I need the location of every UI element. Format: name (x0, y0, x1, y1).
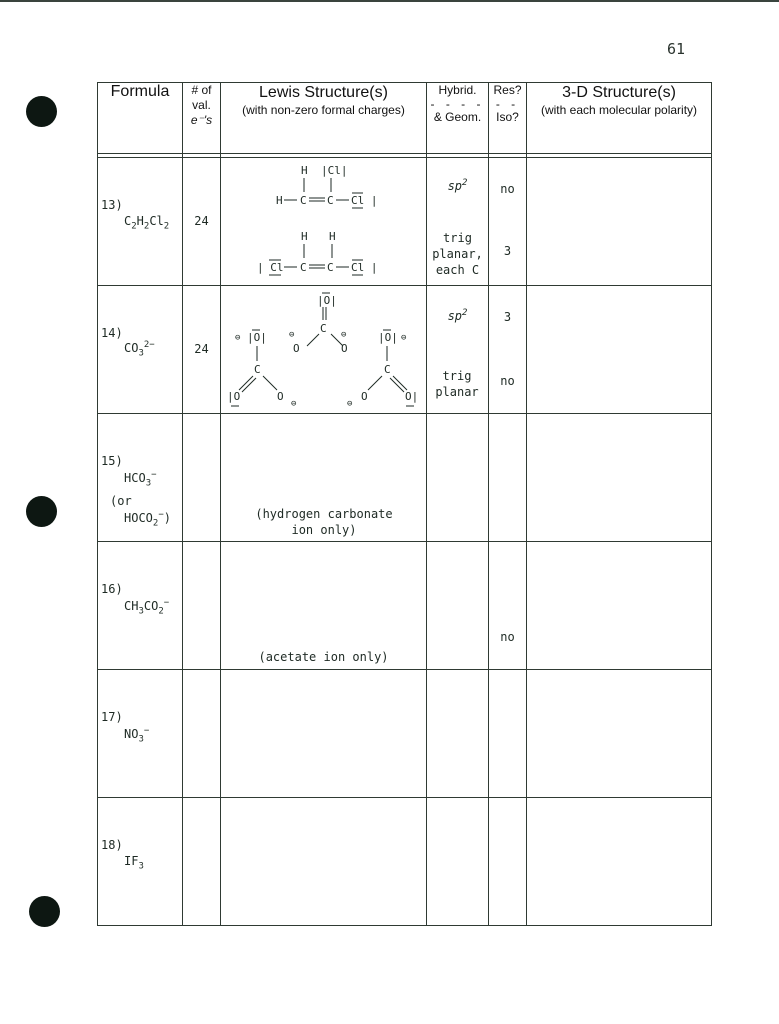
svg-text:⊖: ⊖ (401, 333, 407, 343)
svg-text:⊖: ⊖ (291, 399, 297, 409)
binder-hole-top (26, 96, 57, 127)
page-number: 61 (667, 40, 686, 58)
formula-c2h2cl2: $C_2H_2Cl_2$ (124, 214, 170, 232)
structure-3d-cell[interactable] (527, 414, 712, 542)
svg-text:H: H (276, 194, 283, 207)
svg-text:C: C (327, 194, 334, 207)
resonance-value: no (500, 182, 515, 196)
formula-hco3: $HCO_3^-$ (124, 470, 157, 489)
header-lewis: Lewis Structure(s) (with non-zero formal charges) (221, 83, 427, 154)
lewis-structures-c2h2cl2 (221, 158, 427, 285)
lewis-cell[interactable] (221, 798, 427, 926)
hybrid-geom-cell (427, 286, 489, 414)
valence-cell[interactable] (183, 542, 221, 670)
isomers-value: no (500, 630, 515, 644)
svg-text:C: C (320, 322, 327, 335)
svg-text:C: C (384, 363, 391, 376)
res-iso-cell[interactable] (489, 414, 527, 542)
table-row-17 (98, 670, 712, 798)
binder-hole-bottom (29, 896, 60, 927)
svg-text:O: O (277, 390, 284, 403)
res-iso-cell[interactable] (489, 798, 527, 926)
lewis-cell[interactable] (221, 414, 427, 542)
svg-text:⊖: ⊖ (341, 330, 347, 340)
valence-cell: 24 (183, 286, 221, 414)
hybrid-geom-cell[interactable] (427, 670, 489, 798)
formula-cell: 15) $HCO_3^-$ (or $HOCO_2^-$) (98, 414, 183, 542)
formula-hoco2: $HOCO_2^-$) (124, 510, 171, 529)
formula-no3: $NO_3^-$ (124, 726, 150, 745)
lewis-cell[interactable] (221, 286, 427, 414)
structure-3d-cell[interactable] (527, 670, 712, 798)
svg-text:⊖: ⊖ (235, 333, 241, 343)
svg-text:Cl |: Cl | (351, 194, 378, 207)
hybrid-geom-cell (427, 158, 489, 286)
res-iso-cell[interactable] (489, 670, 527, 798)
valence-cell[interactable] (183, 798, 221, 926)
geometry: trig planar, each C (432, 231, 483, 277)
structure-3d-cell[interactable] (527, 286, 712, 414)
formula-alt-label: (or (110, 494, 132, 508)
svg-text:O: O (361, 390, 368, 403)
valence-cell[interactable] (183, 414, 221, 542)
structure-3d-cell[interactable] (527, 798, 712, 926)
svg-text:C: C (300, 261, 307, 274)
svg-text:H: H (329, 230, 336, 243)
header-formula: Formula (98, 83, 183, 154)
formula-cell: 17) $NO_3^-$ (98, 670, 183, 798)
svg-text:O|: O| (405, 390, 419, 403)
structure-3d-cell[interactable] (527, 542, 712, 670)
structure-3d-cell[interactable] (527, 158, 712, 286)
hybrid-geom-cell[interactable] (427, 414, 489, 542)
svg-text:|O: |O (227, 390, 241, 403)
binder-hole-middle (26, 496, 57, 527)
svg-text:⊖: ⊖ (289, 330, 295, 340)
svg-text:O: O (341, 342, 348, 355)
page-top-edge (0, 0, 779, 2)
svg-text:C: C (327, 261, 334, 274)
svg-text:|Cl|: |Cl| (321, 164, 348, 177)
formula-cell: 14) $CO_3^{2-}$ (98, 286, 183, 414)
table-row-14 (98, 286, 712, 414)
svg-text:H: H (301, 164, 308, 177)
worksheet-table (97, 82, 712, 926)
hybridization: $sp^2$ (447, 308, 468, 323)
header-row (98, 83, 712, 154)
lewis-cell[interactable] (221, 542, 427, 670)
svg-text:⊖: ⊖ (347, 399, 353, 409)
lewis-note: (hydrogen carbonate ion only) (255, 507, 393, 537)
svg-text:H: H (301, 230, 308, 243)
table-row-16 (98, 542, 712, 670)
res-iso-cell (489, 286, 527, 414)
header-valence: # of val. e⁻'s (183, 83, 221, 154)
svg-text:|O|: |O| (317, 294, 337, 307)
svg-text:|O|: |O| (247, 331, 267, 344)
svg-text:| Cl: | Cl (257, 261, 284, 274)
table-row-13 (98, 158, 712, 286)
formula-cell: 18) $IF_3$ (98, 798, 183, 926)
valence-cell: 24 (183, 158, 221, 286)
table-row-18 (98, 798, 712, 926)
formula-cell: 16) $CH_3CO_2^-$ (98, 542, 183, 670)
isomers-value: no (500, 374, 515, 388)
isomers-value: 3 (503, 244, 512, 258)
svg-text:C: C (300, 194, 307, 207)
resonance-value: 3 (503, 310, 512, 324)
formula-ch3co2: $CH_3CO_2^-$ (124, 598, 170, 617)
res-iso-cell (489, 158, 527, 286)
header-res-iso: Res? - - Iso? (489, 83, 527, 154)
header-3d-structure: 3-D Structure(s) (with each molecular polarity) (527, 83, 712, 154)
geometry: trig planar (435, 369, 479, 399)
table-row-15 (98, 414, 712, 542)
formula-if3: $IF_3$ (124, 854, 144, 872)
hybrid-geom-cell[interactable] (427, 798, 489, 926)
svg-text:Cl |: Cl | (351, 261, 378, 274)
svg-text:|O|: |O| (378, 331, 398, 344)
hybrid-geom-cell[interactable] (427, 542, 489, 670)
hybridization: $sp^2$ (447, 178, 468, 193)
lewis-structures-co3-resonance (221, 286, 427, 413)
lewis-cell[interactable] (221, 158, 427, 286)
res-iso-cell (489, 542, 527, 670)
lewis-note: (acetate ion only) (258, 650, 389, 664)
svg-text:O: O (293, 342, 300, 355)
valence-cell[interactable] (183, 670, 221, 798)
svg-text:C: C (254, 363, 261, 376)
header-hybrid-geom: Hybrid. - - - - & Geom. (427, 83, 489, 154)
formula-co3: $CO_3^{2-}$ (124, 340, 155, 359)
lewis-cell[interactable] (221, 670, 427, 798)
formula-cell: 13) $C_2H_2Cl_2$ (98, 158, 183, 286)
